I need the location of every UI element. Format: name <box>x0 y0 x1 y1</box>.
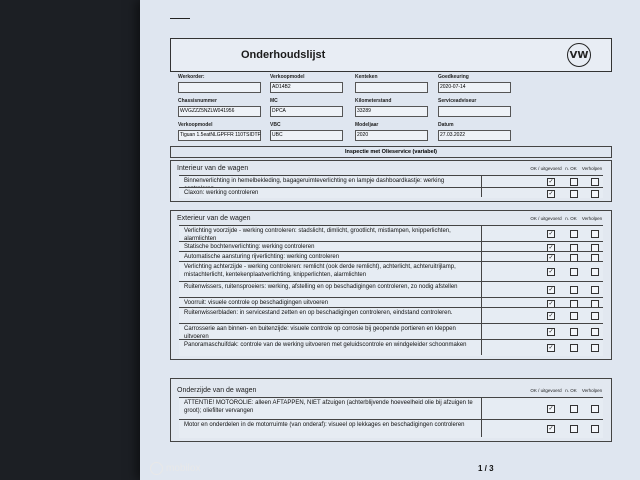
info-label: Chassisnummer <box>178 98 217 104</box>
ok-checkbox[interactable]: ✓ <box>548 269 554 275</box>
ok-checkbox[interactable]: ✓ <box>548 313 554 319</box>
section-title: Interieur van de wagen <box>177 165 249 172</box>
ok-checkbox[interactable]: ✓ <box>548 287 554 293</box>
checklist-item-text: Motor en onderdelen in de motorruimte (van onderaf): visueel op lekkages en beschadigingen controleren <box>184 422 465 428</box>
mobilox-logo-icon <box>150 462 163 475</box>
column-divider <box>481 225 482 355</box>
checklist-section <box>170 210 612 360</box>
document-page <box>140 0 640 480</box>
repaired-checkbox[interactable] <box>591 425 599 433</box>
info-value: UBC <box>270 130 343 141</box>
not-ok-checkbox[interactable] <box>570 328 578 336</box>
repaired-checkbox[interactable] <box>591 286 599 294</box>
not-ok-checkbox[interactable] <box>570 286 578 294</box>
column-divider <box>481 175 482 197</box>
column-header: Verholpen <box>581 388 603 393</box>
column-header: Verholpen <box>581 216 603 221</box>
ok-checkbox[interactable]: ✓ <box>548 406 554 412</box>
info-label: Datum <box>438 122 454 128</box>
checklist-item-text: Ruitenwisserbladen: in servicestand zetten en op beschadigingen controleren, eindstand controleren. <box>184 310 453 316</box>
checklist-row <box>179 225 603 242</box>
ok-checkbox[interactable]: ✓ <box>548 329 554 335</box>
info-value <box>178 82 261 93</box>
ok-checkbox[interactable]: ✓ <box>548 245 554 251</box>
info-value <box>355 82 428 93</box>
repaired-checkbox[interactable] <box>591 328 599 336</box>
info-value: 2020-07-14 <box>438 82 511 93</box>
column-header: OK / uitgevoerd <box>530 216 562 221</box>
not-ok-checkbox[interactable] <box>570 425 578 433</box>
checklist-row <box>179 261 603 282</box>
not-ok-checkbox[interactable] <box>570 344 578 352</box>
checklist-row <box>179 339 603 356</box>
checklist-item-text: Verlichting voorzijde - werking controleren: stadslicht, dimlicht, grootlicht, mistlampen, knipperlichten, alarmlichten <box>184 228 451 242</box>
ok-checkbox[interactable]: ✓ <box>548 231 554 237</box>
info-label: MC <box>270 98 278 104</box>
vw-logo: VW <box>567 43 591 67</box>
ok-checkbox[interactable]: ✓ <box>548 191 554 197</box>
checklist-row <box>179 323 603 340</box>
column-header: OK / uitgevoerd <box>530 166 562 171</box>
document-title: Onderhoudslijst <box>241 49 326 61</box>
info-label: Verkoopmodel <box>178 122 213 128</box>
repaired-checkbox[interactable] <box>591 405 599 413</box>
info-label: Verkoopmodel <box>270 74 305 80</box>
checklist-item-text: Ruitenwissers, ruitensproeiers: werking, afstelling en op beschadigingen controleren, zo nodig afstellen <box>184 284 458 290</box>
not-ok-checkbox[interactable] <box>570 190 578 198</box>
checklist-item-text: Verlichting achterzijde - werking controleren: remlicht (ook derde remlicht), achterlicht, achteruitrijlamp, mistachterlicht, kentekenplaatverlichting, knipperlichten, alarmlichten <box>184 264 456 278</box>
info-label: Serviceadviseur <box>438 98 477 104</box>
divider <box>170 18 190 19</box>
info-value <box>438 106 511 117</box>
document-header <box>170 38 612 72</box>
column-header: n. OK <box>565 166 577 171</box>
ok-checkbox[interactable]: ✓ <box>548 255 554 261</box>
watermark-text: mobilox <box>166 463 201 474</box>
checklist-item-text: Automatische aansturing rijverlichting: werking controleren <box>184 254 340 260</box>
page-number: 1 / 3 <box>478 464 494 473</box>
info-label: Kenteken <box>355 74 378 80</box>
repaired-checkbox[interactable] <box>591 312 599 320</box>
ok-checkbox[interactable]: ✓ <box>548 179 554 185</box>
checklist-row <box>179 281 603 298</box>
checklist-row <box>179 419 603 438</box>
info-value: DPCA <box>270 106 343 117</box>
checklist-item-text: Claxon: werking controleren <box>184 190 259 196</box>
column-divider <box>481 397 482 437</box>
not-ok-checkbox[interactable] <box>570 230 578 238</box>
checklist-row <box>179 187 603 198</box>
repaired-checkbox[interactable] <box>591 230 599 238</box>
checklist-item-text: Voorruit: visuele controle op beschadigingen uitvoeren <box>184 300 329 306</box>
column-header: OK / uitgevoerd <box>530 388 562 393</box>
info-value: 33289 <box>355 106 428 117</box>
info-label: Modeljaar <box>355 122 379 128</box>
repaired-checkbox[interactable] <box>591 344 599 352</box>
repaired-checkbox[interactable] <box>591 190 599 198</box>
not-ok-checkbox[interactable] <box>570 312 578 320</box>
info-value: WVGZZZ5NZLW041956 <box>178 106 261 117</box>
info-value: 27.03.2022 <box>438 130 511 141</box>
watermark <box>150 462 200 475</box>
info-value: 2020 <box>355 130 428 141</box>
section-title: Exterieur van de wagen <box>177 215 251 222</box>
ok-checkbox[interactable]: ✓ <box>548 345 554 351</box>
column-header: n. OK <box>565 388 577 393</box>
column-header: n. OK <box>565 216 577 221</box>
repaired-checkbox[interactable] <box>591 178 599 186</box>
checklist-row <box>179 307 603 324</box>
checklist-item-text: Carrosserie aan binnen- en buitenzijde: visuele controle op corrosie bij geopende portieren en kleppen uitvoeren <box>184 326 456 340</box>
checklist-item-text: Binnenverlichting in hemelbekleding, bagageruimteverlichting en lampje dashboardkastje: werking <box>184 178 445 184</box>
checklist-item-text: Statische bochtenverlichting: werking controleren <box>184 244 315 250</box>
ok-checkbox[interactable]: ✓ <box>548 301 554 307</box>
info-value: Tiguan 1.5eatNLGPFFR 110TSIDTF <box>178 130 261 141</box>
checklist-row <box>179 397 603 420</box>
repaired-checkbox[interactable] <box>591 268 599 276</box>
not-ok-checkbox[interactable] <box>570 405 578 413</box>
checklist-item-text: Panoramaschuifdak: controle van de werking uitvoeren met geluidscontrole en windgeleider schoonmaken <box>184 342 467 348</box>
info-label: Goedkeuring <box>438 74 469 80</box>
checklist-item-text: ATTENTIE! MOTOROLIE: alleen AFTAPPEN, NIET afzuigen (achterblijvende hoeveelheid olie bij afzuigen te groot); oliefilter vervangen <box>184 400 473 414</box>
column-header: Verholpen <box>581 166 603 171</box>
info-label: Kilometerstand <box>355 98 392 104</box>
checklist-section <box>170 160 612 202</box>
ok-checkbox[interactable]: ✓ <box>548 426 554 432</box>
not-ok-checkbox[interactable] <box>570 178 578 186</box>
section-title: Onderzijde van de wagen <box>177 387 257 394</box>
not-ok-checkbox[interactable] <box>570 268 578 276</box>
info-label: Werkorder: <box>178 74 205 80</box>
info-label: VBC <box>270 122 281 128</box>
checklist-section <box>170 378 612 442</box>
info-value: AD14B2 <box>270 82 343 93</box>
inspection-banner: Inspectie met Olieservice (variabel) <box>170 146 612 158</box>
